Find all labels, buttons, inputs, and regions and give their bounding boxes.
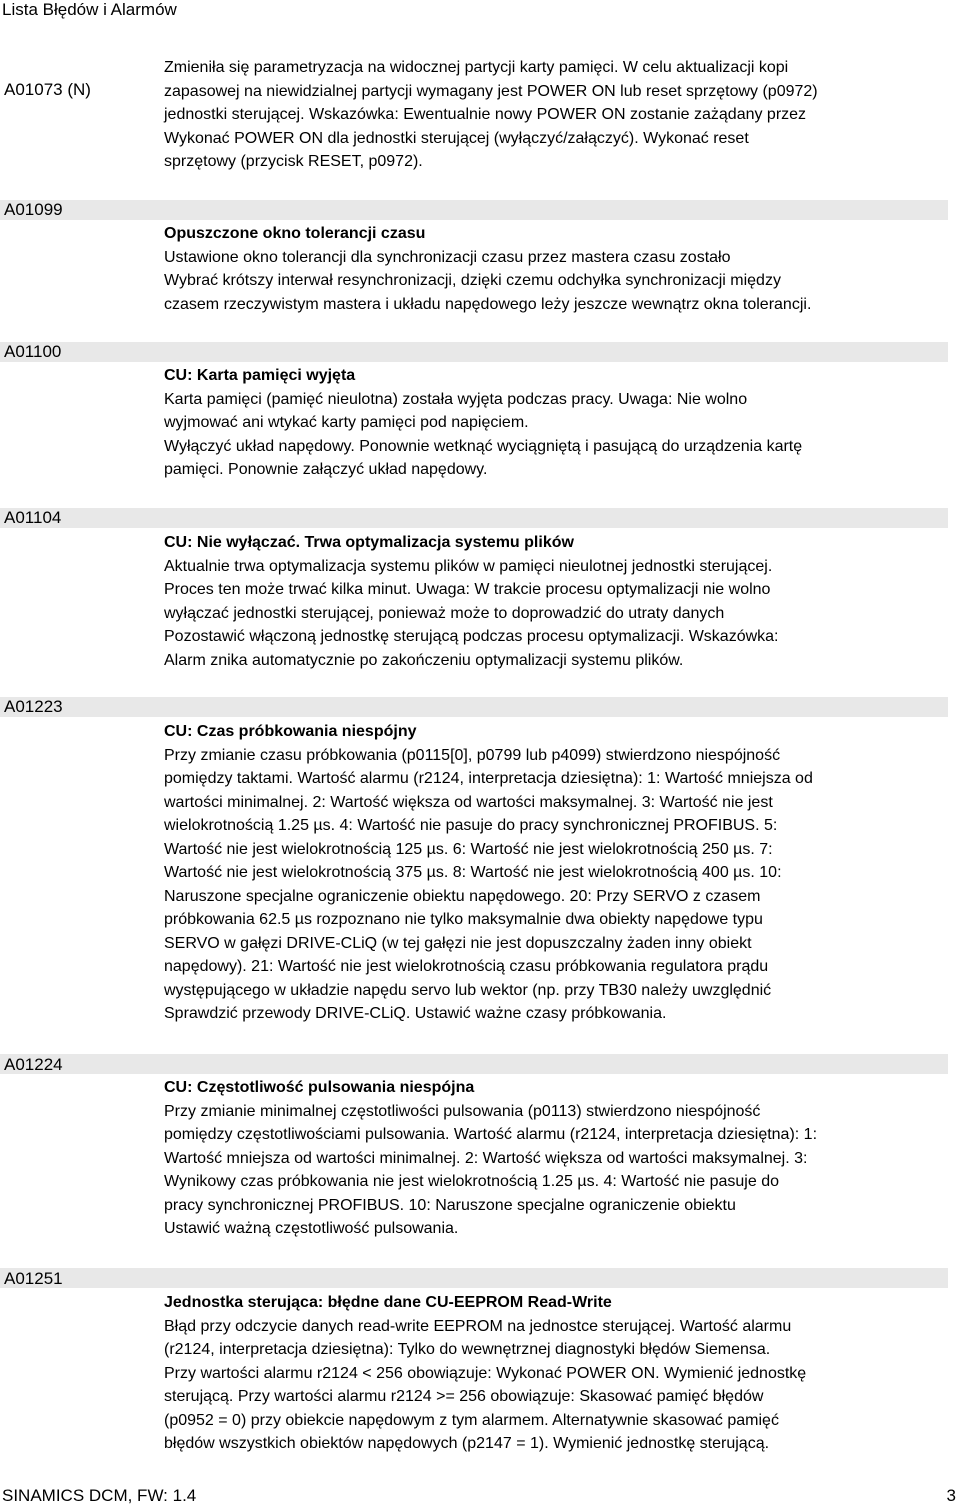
- desc-line: Aktualnie trwa optymalizacja systemu plików w pamięci nieulotnej jednostki sterującej.: [164, 557, 773, 575]
- alarm-code-a01104: A01104: [4, 508, 62, 527]
- desc-line: sprzętowy (przycisk RESET, p0972).: [164, 153, 423, 170]
- desc-line: błędów wszystkich obiektów napędowych (p2147 = 1). Wymienić jednostkę sterującą.: [164, 1435, 770, 1452]
- alarm-code-a01224: A01224: [4, 1055, 63, 1074]
- alarm-title: Opuszczone okno tolerancji czasu: [164, 225, 426, 242]
- alarm-code-a01251: A01251: [4, 1269, 63, 1288]
- desc-line: Wartość mniejsza od wartości minimalnej. 2: Wartość większa od wartości maksymalnej. 3:: [164, 1149, 808, 1167]
- desc-line: (p0952 = 0) przy obiekcie napędowym z tym alarmem. Alternatywnie skasować pamięć: [164, 1411, 779, 1429]
- desc-line: Błąd przy odczycie danych read-write EEPROM na jednostce sterującej. Wartość alarmu: [164, 1317, 792, 1335]
- desc-line: zapasowej na niewidzialnej partycji wymagany jest POWER ON lub reset sprzętowy (p0972): [164, 82, 818, 100]
- alarm-desc-a01223: [164, 720, 948, 1026]
- desc-line: Wartość nie jest wielokrotnością 125 µs. 6: Wartość nie jest wielokrotnością 250 µs. 7:: [164, 840, 773, 858]
- desc-line: Naruszone specjalne ograniczenie obiektu napędowego. 20: Przy SERVO z czasem: [164, 887, 761, 905]
- page-header: [0, 0, 960, 22]
- row-shade: [0, 508, 948, 528]
- desc-line: jednostki sterującej. Wskazówka: Ewentualnie nowy POWER ON zostanie zażądany przez: [164, 106, 807, 123]
- desc-line: pracy synchronicznej PROFIBUS. 10: Naruszone specjalne ograniczenie obiektu: [164, 1196, 736, 1214]
- footer-page-number: 3: [946, 1486, 956, 1505]
- desc-line: Pozostawić włączoną jednostkę sterującą podczas procesu optymalizacji. Wskazówka:: [164, 628, 779, 645]
- desc-line: Zmieniła się parametryzacja na widocznej partycji karty pamięci. W celu aktualizacji kopi: [164, 59, 789, 76]
- desc-line: Wyłączyć układ napędowy. Ponownie wetknąć wyciągniętą i pasującą do urządzenia kartę: [164, 437, 803, 455]
- alarm-code-a01099: A01099: [4, 200, 63, 219]
- alarm-desc-a01073: [164, 56, 948, 174]
- alarm-title: CU: Czas próbkowania niespójny: [164, 723, 417, 740]
- desc-line: występującego w układzie napędu servo lub wektor (np. przy TB30 należy uwzględnić: [164, 981, 772, 999]
- desc-line: pamięci. Ponownie załączyć układ napędowy.: [164, 461, 488, 478]
- alarm-title: CU: Nie wyłączać. Trwa optymalizacja systemu plików: [164, 534, 574, 551]
- alarm-desc-a01100: [164, 364, 948, 482]
- desc-line: Przy wartości alarmu r2124 < 256 obowiązuje: Wykonać POWER ON. Wymienić jednostkę: [164, 1364, 807, 1382]
- page-title: Lista Błędów i Alarmów: [2, 0, 177, 19]
- desc-line: pomiędzy częstotliwościami pulsowania. Wartość alarmu (r2124, interpretacja dziesiętna): 1:: [164, 1126, 818, 1143]
- alarm-code-a01073: A01073 (N): [4, 80, 91, 99]
- desc-line: Wybrać krótszy interwał resynchronizacji, dzięki czemu odchyłka synchronizacji między: [164, 272, 781, 289]
- footer-product: SINAMICS DCM, FW: 1.4: [2, 1486, 197, 1505]
- desc-line: wartości minimalnej. 2: Wartość większa od wartości maksymalnej. 3: Wartość nie jest: [164, 793, 773, 811]
- desc-line: pomiędzy taktami. Wartość alarmu (r2124, interpretacja dziesiętna): 1: Wartość mniejsza od: [164, 770, 813, 787]
- desc-line: Alarm znika automatycznie po zakończeniu optymalizacji systemu plików.: [164, 651, 684, 669]
- alarm-title: CU: Karta pamięci wyjęta: [164, 367, 356, 384]
- alarm-code-a01223: A01223: [4, 697, 63, 716]
- row-shade: [0, 342, 948, 362]
- row-shade: [0, 1054, 948, 1074]
- desc-line: Karta pamięci (pamięć nieulotna) została wyjęta podczas pracy. Uwaga: Nie wolno: [164, 390, 748, 408]
- alarm-desc-a01104: [164, 531, 948, 672]
- alarm-title: Jednostka sterująca: błędne dane CU-EEPROM Read-Write: [164, 1294, 612, 1311]
- alarm-title: CU: Częstotliwość pulsowania niespójna: [164, 1079, 475, 1096]
- desc-line: Wynikowy czas próbkowania nie jest wielokrotnością 1.25 µs. 4: Wartość nie pasuje do: [164, 1173, 779, 1190]
- desc-line: wielokrotnością 1.25 µs. 4: Wartość nie pasuje do pracy synchronicznej PROFIBUS. 5:: [164, 817, 778, 834]
- alarm-desc-a01099: [164, 222, 948, 316]
- desc-line: Przy zmianie czasu próbkowania (p0115[0], p0799 lub p4099) stwierdzono niespójność: [164, 746, 781, 764]
- alarm-code-a01100: A01100: [4, 342, 62, 361]
- desc-line: sterującą. Przy wartości alarmu r2124 >= 256 obowiązuje: Skasować pamięć błędów: [164, 1388, 764, 1405]
- desc-line: wyjmować ani wtykać karty pamięci pod napięciem.: [164, 414, 529, 431]
- alarm-desc-a01251: [164, 1291, 948, 1456]
- row-shade: [0, 1268, 948, 1288]
- alarm-desc-a01224: [164, 1076, 948, 1241]
- desc-line: Ustawić ważną częstotliwość pulsowania.: [164, 1220, 459, 1237]
- desc-line: napędowy). 21: Wartość nie jest wielokrotnością czasu próbkowania regulatora prądu: [164, 958, 769, 975]
- desc-line: próbkowania 62.5 µs rozpoznano nie tylko maksymalnie dwa obiekty napędowe typu: [164, 911, 763, 928]
- desc-line: (r2124, interpretacja dziesiętna): Tylko do wewnętrznej diagnostyki błędów Siemensa.: [164, 1341, 771, 1358]
- desc-line: Wartość nie jest wielokrotnością 375 µs. 8: Wartość nie jest wielokrotnością 400 µs. 10:: [164, 864, 782, 881]
- desc-line: wyłączać jednostki sterującej, ponieważ może to doprowadzić do utraty danych: [164, 604, 725, 622]
- desc-line: SERVO w gałęzi DRIVE-CLiQ (w tej gałęzi nie jest dopuszczalny żaden inny obiekt: [164, 934, 752, 952]
- desc-line: Ustawione okno tolerancji dla synchronizacji czasu przez mastera czasu zostało: [164, 248, 731, 266]
- desc-line: czasem rzeczywistym mastera i układu napędowego leży jeszcze wewnątrz okna tolerancji.: [164, 295, 812, 313]
- desc-line: Wykonać POWER ON dla jednostki sterującej (wyłączyć/załączyć). Wykonać reset: [164, 129, 749, 147]
- desc-line: Proces ten może trwać kilka minut. Uwaga: W trakcie procesu optymalizacji nie wolno: [164, 581, 771, 598]
- desc-line: Przy zmianie minimalnej częstotliwości pulsowania (p0113) stwierdzono niespójność: [164, 1102, 761, 1120]
- desc-line: Sprawdzić przewody DRIVE-CLiQ. Ustawić ważne czasy próbkowania.: [164, 1005, 667, 1022]
- row-shade: [0, 200, 948, 220]
- row-shade: [0, 697, 948, 717]
